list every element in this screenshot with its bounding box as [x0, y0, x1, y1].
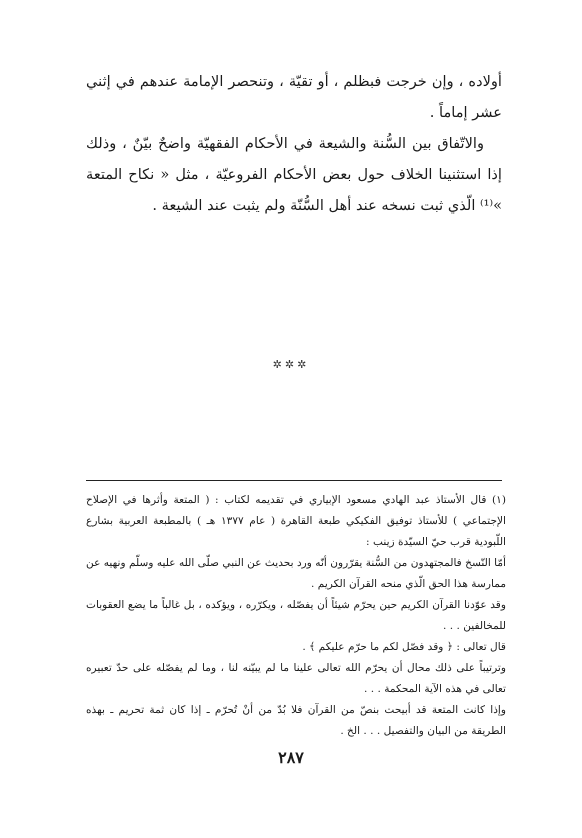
body-text — [86, 66, 502, 221]
footnote-quote-1: أمّا النّسخ فالمجتهدون من السُّنة يقرّرون أنّه ورد بحديث عن النبي صلّى الله عليه وسلّم ونهيه عن ممارسة هذا الحق الّذي منحه القرآن الكريم . — [86, 557, 506, 590]
section-separator-ornament: ✲✲✲ — [272, 358, 310, 371]
footnote-quote-2: وقد عوّدنا القرآن الكريم حين يحرّم شيئاً أن يفصّله ، ويكرّره ، ويؤكده ، بل غالباً ما يضع العقوبات للمخالفين . . . — [86, 599, 506, 632]
footnote-quote-4: وترتيباً على ذلك محال أن يحرّم الله تعالى علينا ما لم يبيّنه لنا ، وما لم يفصّله على حدّ تعبيره تعالى في هذه الآية المحكمة . . . — [86, 662, 506, 695]
body-paragraph-1: أولاده ، وإن خرجت فبظلم ، أو تقيّة ، وتنحصر الإمامة عندهم في إثني عشر إماماً . — [86, 73, 502, 121]
footnote-quote-5: وإذا كانت المتعة قد أبيحت بنصّ من القرآن فلا بُدّ من أنْ تُحرّم ـ إذا كان ثمة تحريم ـ بهذه الطريقة من البيان والتفصيل . . . الخ . — [86, 704, 506, 737]
footnote-divider-line — [86, 480, 502, 481]
page-number: ٢٨٧ — [278, 748, 304, 767]
footnote-quote-3: قال تعالى : ﴿ وقد فصّل لكم ما حرّم عليكم ﴾ . — [302, 641, 506, 653]
footnote-1: (١) قال الأستاذ عبد الهادي مسعود الإبياري في تقديمه لكتاب : ( المتعة وأثرها في الإصلاح الإجتماعي ) للأستاذ توفيق الفكيكي طبعة القاهرة ( عام ١٣٧٧ هـ ) بالمطبعة العربية بشارع اللّبودية قرب حيّ السيّدة زينب : — [86, 494, 506, 548]
body-paragraph-2: والاتّفاق بين السُّنة والشيعة في الأحكام الفقهيّة واضحٌ بيّنٌ ، وذلك إذا استثنينا الخلاف حول بعض الأحكام الفروعيّة ، مثل « نكاح المتعة »⁽¹⁾ الّذي ثبت نسخه عند أهل السُّنّة ولم يثبت عند الشيعة . — [86, 135, 502, 214]
footnotes-block — [86, 490, 506, 742]
